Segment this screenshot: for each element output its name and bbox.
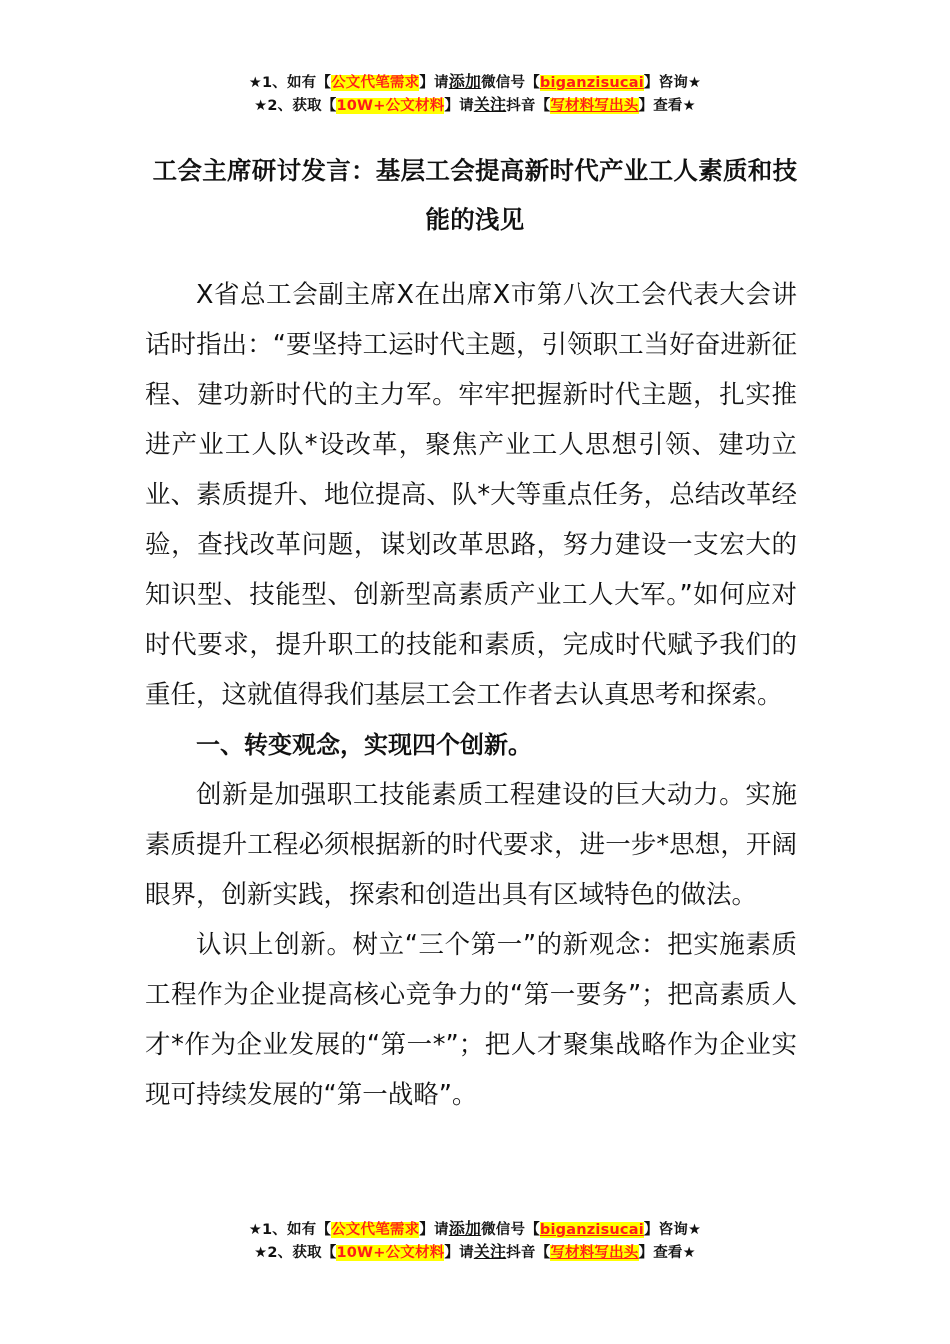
promo-wechat-id: biganzisucai	[539, 75, 644, 91]
promo-douyin-id: 写材料写出头	[550, 98, 639, 114]
promo-wechat-id: biganzisucai	[539, 1222, 644, 1238]
promo-text: ★2、获取【	[254, 1245, 337, 1261]
promo-line-2	[0, 94, 950, 117]
promo-text: ★1、如有【	[248, 75, 332, 91]
promo-highlight: 10W+公文材料	[336, 98, 445, 114]
promo-douyin-id: 写材料写出头	[550, 1245, 639, 1261]
promo-line-1	[0, 1218, 950, 1241]
section-heading: 一、转变观念，实现四个创新。	[196, 731, 532, 759]
paragraph: X省总工会副主席X在出席X市第八次工会代表大会讲话时指出：“要坚持工运时代主题，引领职工当好奋进新征程、建功新时代的主力军。牢牢把握新时代主题，扎实推进产业工人队*设改革，聚焦产业工人思想引领、建功立业、素质提升、地位提高、队*大等重点任务，总结改革经验，查找改革问题，谋划改革思路，努力建设一支宏大的知识型、技能型、创新型高素质产业工人大军。”如何应对时代要求，提升职工的技能和素质，完成时代赋予我们的重任，这就值得我们基层工会工作者去认真思考和探索。	[145, 280, 797, 710]
promo-text: 抖音【	[506, 1245, 551, 1261]
promo-line-1	[0, 71, 950, 94]
promo-text: 】请	[444, 98, 474, 114]
promo-highlight: 公文代笔需求	[331, 75, 420, 91]
promo-banner-top	[0, 71, 950, 117]
promo-text: 】请	[444, 1245, 474, 1261]
promo-text: 】查看★	[638, 1245, 696, 1261]
promo-text: 微信号【	[481, 1222, 540, 1238]
promo-banner-bottom	[0, 1218, 950, 1264]
document-title: 工会主席研讨发言：基层工会提高新时代产业工人素质和技能的浅见	[152, 156, 798, 234]
promo-text: 】请	[419, 1222, 449, 1238]
promo-underlined: 关注	[473, 1242, 507, 1261]
promo-highlight: 公文代笔需求	[331, 1222, 420, 1238]
promo-line-2	[0, 1241, 950, 1264]
promo-text: 】请	[419, 75, 449, 91]
promo-text: ★2、获取【	[254, 98, 337, 114]
promo-underlined: 关注	[473, 95, 507, 114]
paragraph: 认识上创新。树立“三个第一”的新观念：把实施素质工程作为企业提高核心竞争力的“第一要务”；把高素质人才*作为企业发展的“第一*”；把人才聚集战略作为企业实现可持续发展的“第一战略”。	[145, 930, 797, 1110]
promo-underlined: 添加	[448, 72, 482, 91]
promo-text: ★1、如有【	[248, 1222, 332, 1238]
document-body	[145, 270, 797, 1120]
promo-text: 】咨询★	[643, 75, 702, 91]
paragraph: 创新是加强职工技能素质工程建设的巨大动力。实施素质提升工程必须根据新的时代要求，进一步*思想，开阔眼界，创新实践，探索和创造出具有区域特色的做法。	[145, 780, 797, 910]
promo-text: 抖音【	[506, 98, 551, 114]
promo-text: 】查看★	[638, 98, 696, 114]
promo-text: 】咨询★	[643, 1222, 702, 1238]
promo-underlined: 添加	[448, 1219, 482, 1238]
promo-text: 微信号【	[481, 75, 540, 91]
promo-highlight: 10W+公文材料	[336, 1245, 445, 1261]
